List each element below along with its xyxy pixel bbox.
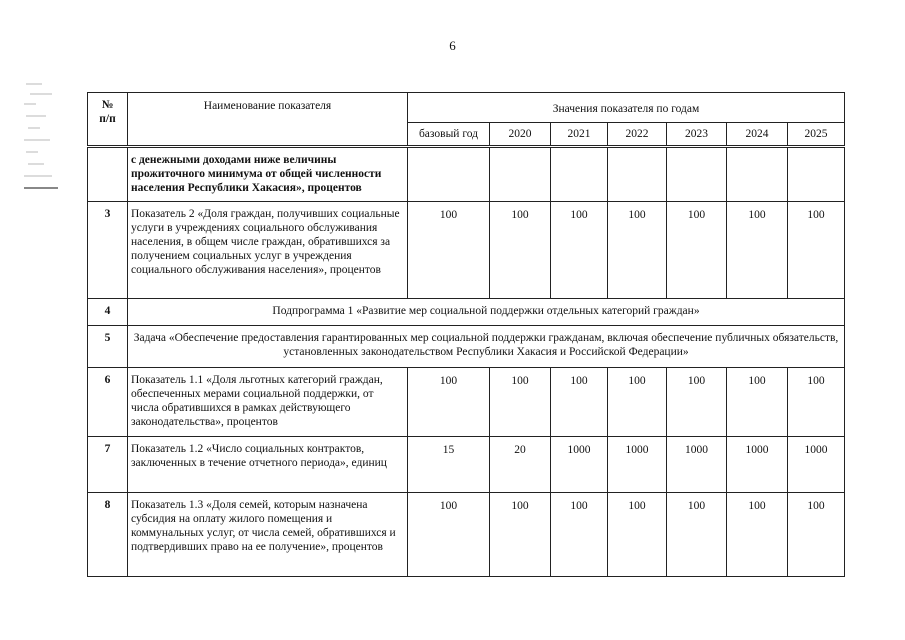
year-header: 2025 [788,123,845,147]
value-cell [788,147,845,202]
header-values-cell: Значения показателя по годам [408,93,845,123]
header-pp-label: п/п [99,113,116,125]
value-cell [408,147,490,202]
year-header: 2020 [490,123,551,147]
value-cell: 1000 [551,437,608,493]
value-cell [490,147,551,202]
indicators-table [87,92,845,577]
value-cell: 100 [490,368,551,437]
indicator-name: с денежными доходами ниже величины прожиточного минимума от общей численности населения Республики Хакасия», процентов [128,147,408,202]
value-cell: 100 [788,493,845,577]
page-number: 6 [449,38,456,53]
row-number [88,147,128,202]
row-number: 6 [88,368,128,437]
year-header: 2022 [608,123,667,147]
header-num-label: № [101,99,114,111]
row-number: 5 [88,326,128,368]
value-cell: 100 [551,368,608,437]
subprogram-heading: Подпрограмма 1 «Развитие мер социальной поддержки отдельных категорий граждан» [128,299,845,326]
value-cell: 100 [727,493,788,577]
year-header: базовый год [408,123,490,147]
table-header-row [88,93,845,123]
value-cell: 20 [490,437,551,493]
header-num-cell [88,93,128,147]
value-cell: 100 [408,368,490,437]
value-cell: 100 [608,493,667,577]
value-cell: 100 [667,493,727,577]
indicator-name: Показатель 1.3 «Доля семей, которым назначена субсидия на оплату жилого помещения и коммунальных услуг, от числа семей, обратившихся и подтвердивших право на ее получение», процентов [128,493,408,577]
value-cell [667,147,727,202]
row-number: 4 [88,299,128,326]
value-cell: 100 [667,368,727,437]
row-number: 7 [88,437,128,493]
value-cell: 100 [551,202,608,299]
value-cell: 15 [408,437,490,493]
value-cell [608,147,667,202]
value-cell: 100 [788,202,845,299]
value-cell: 100 [490,493,551,577]
value-cell: 100 [408,493,490,577]
value-cell: 100 [667,202,727,299]
value-cell: 1000 [788,437,845,493]
row-number: 8 [88,493,128,577]
value-cell: 100 [490,202,551,299]
value-cell: 100 [608,202,667,299]
value-cell: 1000 [608,437,667,493]
scan-margin-mark [22,80,60,192]
value-cell [551,147,608,202]
indicator-name: Показатель 1.1 «Доля льготных категорий граждан, обеспеченных мерами социальной поддержки, от числа обратившихся в рамках действующего законодательства», процентов [128,368,408,437]
table-row [88,202,845,299]
table-row [88,147,845,202]
header-name-cell: Наименование показателя [128,93,408,147]
year-header: 2021 [551,123,608,147]
value-cell: 1000 [727,437,788,493]
value-cell: 100 [727,202,788,299]
table-row [88,493,845,577]
value-cell: 100 [727,368,788,437]
year-header: 2023 [667,123,727,147]
year-header: 2024 [727,123,788,147]
row-number: 3 [88,202,128,299]
table-row [88,326,845,368]
value-cell [727,147,788,202]
table-row [88,437,845,493]
value-cell: 100 [551,493,608,577]
table-row [88,299,845,326]
value-cell: 100 [608,368,667,437]
value-cell: 100 [788,368,845,437]
indicator-name: Показатель 1.2 «Число социальных контрактов, заключенных в течение отчетного периода», единиц [128,437,408,493]
indicator-name: Показатель 2 «Доля граждан, получивших социальные услуги в учреждениях социального обслуживания населения, в общем числе граждан, обратившихся за получением социальных услуг в учреждения социального обслуживания населения», процентов [128,202,408,299]
task-heading: Задача «Обеспечение предоставления гарантированных мер социальной поддержки гражданам, включая обеспечение публичных обязательств, установленных законодательством Республики Хакасия и Российской Федерации» [128,326,845,368]
value-cell: 100 [408,202,490,299]
table-row [88,368,845,437]
value-cell: 1000 [667,437,727,493]
